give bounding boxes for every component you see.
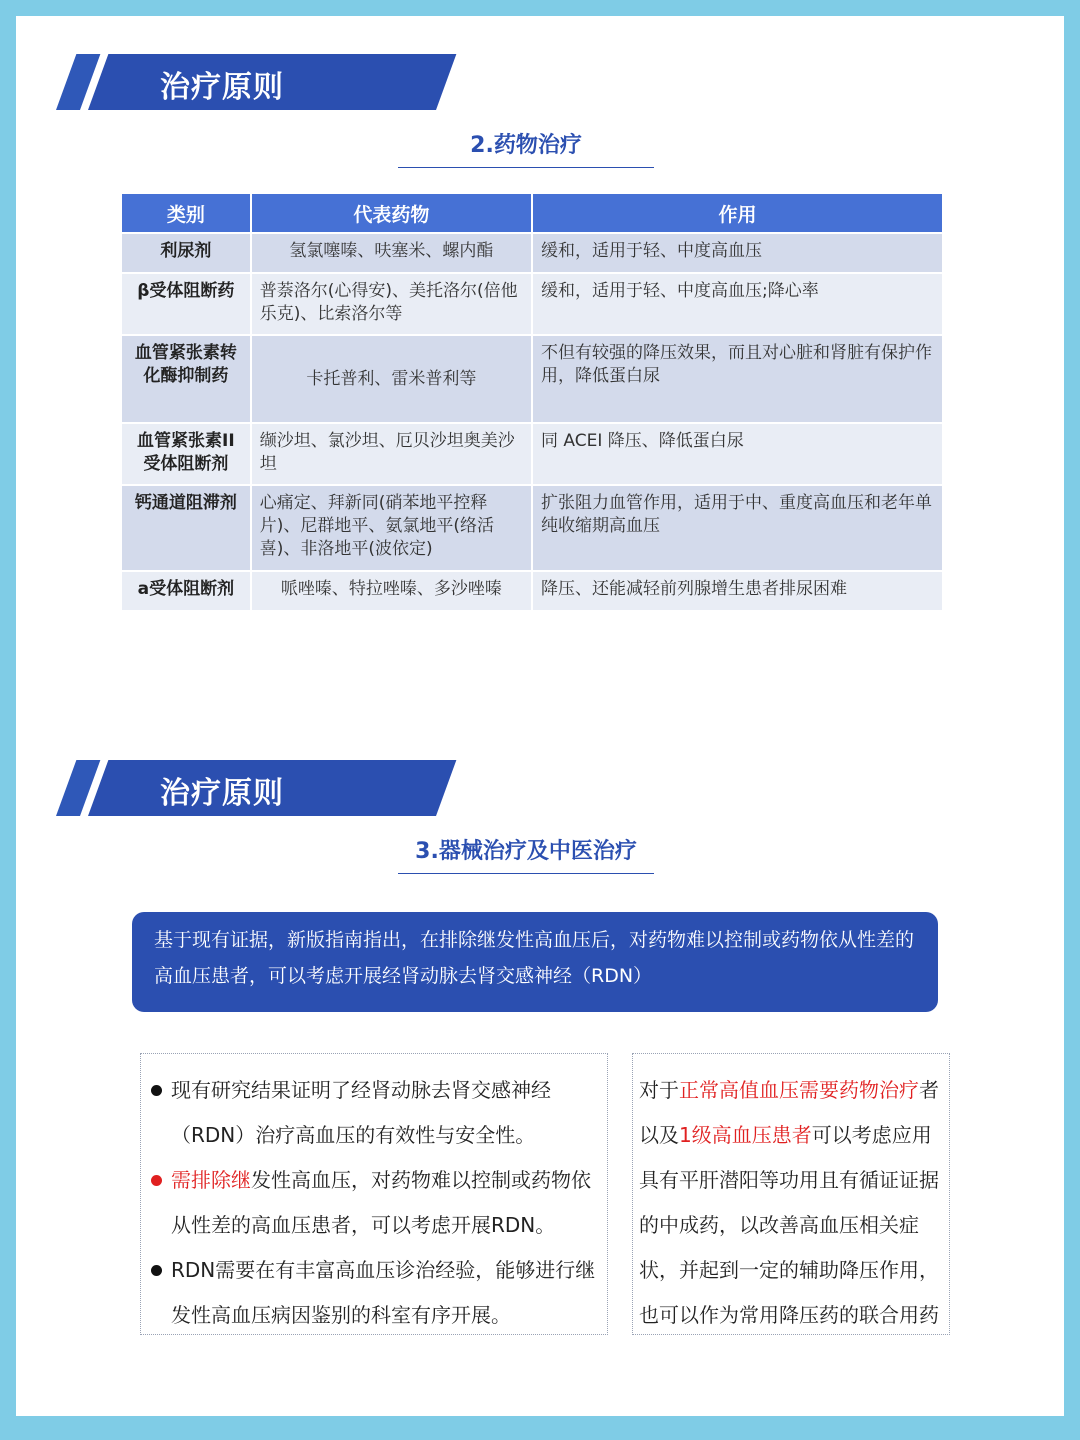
bullet-text: RDN需要在有丰富高血压诊治经验，能够进行继发性高血压病因鉴别的科室有序开展。: [171, 1258, 596, 1327]
cell-category: a受体阻断剂: [121, 571, 251, 611]
tcm-highlight-1: 正常高值血压需要药物治疗: [679, 1078, 919, 1102]
cell-category: β受体阻断药: [121, 273, 251, 335]
table-row: [121, 485, 943, 571]
cell-drugs: 卡托普利、雷米普利等: [251, 335, 532, 423]
column-header-category: 类别: [121, 193, 251, 233]
bullet-text: 发性高血压，对药物难以控制或药物依从性差的高血压患者，可以考虑开展RDN。: [171, 1168, 591, 1237]
cell-effect: 缓和，适用于轻、中度高血压: [532, 233, 943, 273]
tcm-text-1: 对于: [639, 1078, 679, 1102]
table-row: [121, 423, 943, 485]
cell-effect: 降压、还能减轻前列腺增生患者排尿困难: [532, 571, 943, 611]
bullet-dot-red-icon: [151, 1175, 162, 1186]
tcm-text-2: 者以及: [639, 1078, 939, 1147]
list-item: [151, 1068, 597, 1158]
list-item: [151, 1248, 597, 1338]
cell-category: 利尿剂: [121, 233, 251, 273]
bullet-highlight: 需排除继: [171, 1168, 251, 1192]
table-header-row: [121, 193, 943, 233]
bullet-text: 现有研究结果证明了经肾动脉去肾交感神经（RDN）治疗高血压的有效性与安全性。: [171, 1078, 551, 1147]
tcm-paragraph: [639, 1068, 943, 1338]
cell-drugs: 心痛定、拜新同(硝苯地平控释片)、尼群地平、氨氯地平(络活喜)、非洛地平(波依定): [251, 485, 532, 571]
rdn-guideline-callout: 基于现有证据，新版指南指出，在排除继发性高血压后，对药物难以控制或药物依从性差的高血压患者，可以考虑开展经肾动脉去肾交感神经（RDN）: [132, 912, 938, 1012]
cell-category: 血管紧张素II受体阻断剂: [121, 423, 251, 485]
table-row: [121, 233, 943, 273]
list-item: [151, 1158, 597, 1248]
subtitle-drug-therapy: 2.药物治疗: [398, 128, 654, 168]
cell-effect: 同 ACEI 降压、降低蛋白尿: [532, 423, 943, 485]
cell-drugs: 哌唑嗪、特拉唑嗪、多沙唑嗪: [251, 571, 532, 611]
column-header-effect: 作用: [532, 193, 943, 233]
cell-category: 血管紧张素转化酶抑制药: [121, 335, 251, 423]
cell-drugs: 氢氯噻嗪、呋塞米、螺内酯: [251, 233, 532, 273]
column-header-drugs: 代表药物: [251, 193, 532, 233]
cell-effect: 缓和，适用于轻、中度高血压;降心率: [532, 273, 943, 335]
cell-category: 钙通道阻滞剂: [121, 485, 251, 571]
table-row: [121, 273, 943, 335]
cell-drugs: 普萘洛尔(心得安)、美托洛尔(倍他乐克)、比索洛尔等: [251, 273, 532, 335]
table-row: [121, 335, 943, 423]
tcm-box: [632, 1053, 950, 1335]
section-header-1: [56, 54, 456, 110]
bullet-dot-icon: [151, 1265, 162, 1276]
cell-effect: 扩张阻力血管作用，适用于中、重度高血压和老年单纯收缩期高血压: [532, 485, 943, 571]
section-title-1: 治疗原则: [160, 70, 284, 105]
tcm-text-3: 可以考虑应用具有平肝潜阳等功用且有循证证据的中成药，以改善高血压相关症状，并起到一定的辅助降压作用，也可以作为常用降压药的联合用药: [639, 1123, 939, 1327]
section-title-2: 治疗原则: [160, 776, 284, 811]
subtitle-device-tcm: 3.器械治疗及中医治疗: [398, 834, 654, 874]
cell-drugs: 缬沙坦、氯沙坦、厄贝沙坦奥美沙坦: [251, 423, 532, 485]
bullet-dot-icon: [151, 1085, 162, 1096]
tcm-highlight-2: 1级高血压患者: [679, 1123, 812, 1147]
table-row: [121, 571, 943, 611]
page: [16, 16, 1064, 1416]
rdn-bullet-box: [140, 1053, 608, 1335]
section-header-2: [56, 760, 456, 816]
cell-effect: 不但有较强的降压效果，而且对心脏和肾脏有保护作用，降低蛋白尿: [532, 335, 943, 423]
drug-table: [120, 192, 944, 612]
